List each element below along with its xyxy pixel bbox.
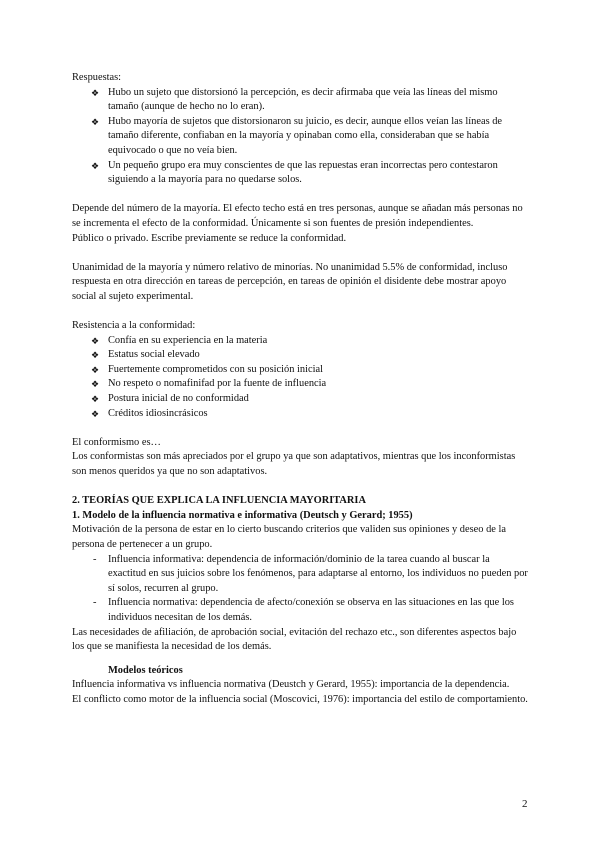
section-heading: 2. TEORÍAS QUE EXPLICA LA INFLUENCIA MAYORITARIA <box>72 495 366 507</box>
page-number: 2 <box>522 798 528 810</box>
diamond-bullet-icon: ❖ <box>91 394 100 405</box>
diamond-bullet-icon: ❖ <box>91 160 100 171</box>
dash-bullet-icon: - <box>93 553 97 565</box>
list-item: - Influencia normativa: dependencia de afecto/conexión se observa en las situaciones en las que los individuos necesitan de los demás. <box>93 597 514 623</box>
list-item: ❖ Confía en su experiencia en la materia <box>72 334 530 349</box>
list-item: ❖ Créditos idiosincrásicos <box>72 407 530 422</box>
list-item: ❖ Hubo un sujeto que distorsionó la percepción, es decir afirmaba que veía las líneas del mismo tamaño (aunque de hecho no lo eran). <box>91 86 498 113</box>
influencia-list <box>72 553 530 626</box>
dash-bullet-icon: - <box>93 597 97 609</box>
paragraph-publico: Público o privado. Escribe previamente se reduce la conformidad. <box>72 232 347 244</box>
paragraph-depende: Depende del número de la mayoría. El efecto techo está en tres personas, aunque se añadan más personas no se incrementa el efecto de la conformidad. Únicamente si son fuentes de presión independientes. <box>72 203 523 229</box>
list-item: ❖ Estatus social elevado <box>72 348 530 363</box>
list-item: ❖ Un pequeño grupo era muy conscientes de que las repuestas eran incorrectas pero contestaron siguiendo a la mayoría para no quedarse solos. <box>91 159 498 186</box>
respuestas-title: Respuestas: <box>72 72 122 83</box>
diamond-bullet-icon: ❖ <box>91 116 100 127</box>
list-item: ❖ Fuertemente comprometidos con su posición inicial <box>72 363 530 378</box>
modelos-line-1: Influencia informativa vs influencia normativa (Deustch y Gerard, 1955): importancia de la dependencia. <box>72 679 510 691</box>
modelos-title: Modelos teóricos <box>108 664 183 676</box>
paragraph-motivacion: Motivación de la persona de estar en lo cierto buscando criterios que validen sus opiniones y deseo de la persona de pertenecer a un grupo. <box>72 524 506 550</box>
diamond-bullet-icon: ❖ <box>91 408 100 419</box>
paragraph-necesidades: Las necesidades de afiliación, de aprobación social, evitación del rechazo etc., son diferentes aspectos bajo los que se manifiesta la necesidad de los demás. <box>72 626 517 653</box>
diamond-bullet-icon: ❖ <box>91 379 100 390</box>
list-item: ❖ Postura inicial de no conformidad <box>72 392 530 407</box>
list-item: ❖ Hubo mayoría de sujetos que distorsionaron su juicio, es decir, aunque ellos veían las líneas de tamaño diferente, confiaban en la mayoría y opinaban como ella, consideraban que se había equivocado o que no veía bien. <box>91 115 503 156</box>
page-content <box>72 71 530 708</box>
diamond-bullet-icon: ❖ <box>91 335 100 346</box>
modelos-line-2: El conflicto como motor de la influencia social (Moscovici, 1976): importancia del estilo de comportamiento. <box>72 693 528 705</box>
subsection-heading: 1. Modelo de la influencia normativa e informativa (Deutsch y Gerard; 1955) <box>72 509 413 521</box>
conformismo-line: El conformismo es… <box>72 436 161 448</box>
resistencia-title: Resistencia a la conformidad: <box>72 320 196 332</box>
respuestas-list <box>72 86 530 188</box>
paragraph-unanimidad: Unanimidad de la mayoría y número relativo de minorías. No unanimidad 5.5% de conformidad, incluso respuesta en otra dirección en tareas de percepción, en tareas de opinión el disidente debe mostrar apoyo social al sujeto experimental. <box>72 261 508 302</box>
diamond-bullet-icon: ❖ <box>91 87 100 98</box>
conformismo-paragraph: Los conformistas son más apreciados por el grupo ya que son adaptativos, mientras que los inconformistas son menos queridos ya que no son adaptativos. <box>72 451 516 478</box>
resistencia-list <box>72 334 530 422</box>
diamond-bullet-icon: ❖ <box>91 350 100 361</box>
diamond-bullet-icon: ❖ <box>91 364 100 375</box>
list-item: ❖ No respeto o nomafinifad por la fuente de influencia <box>72 377 530 392</box>
list-item: - Influencia informativa: dependencia de información/dominio de la tarea cuando al buscar la exactitud en sus juicios sobre los fenómenos, para adaptarse al entorno, los individuos no pueden por sí solos, recurren al grupo. <box>93 553 528 594</box>
